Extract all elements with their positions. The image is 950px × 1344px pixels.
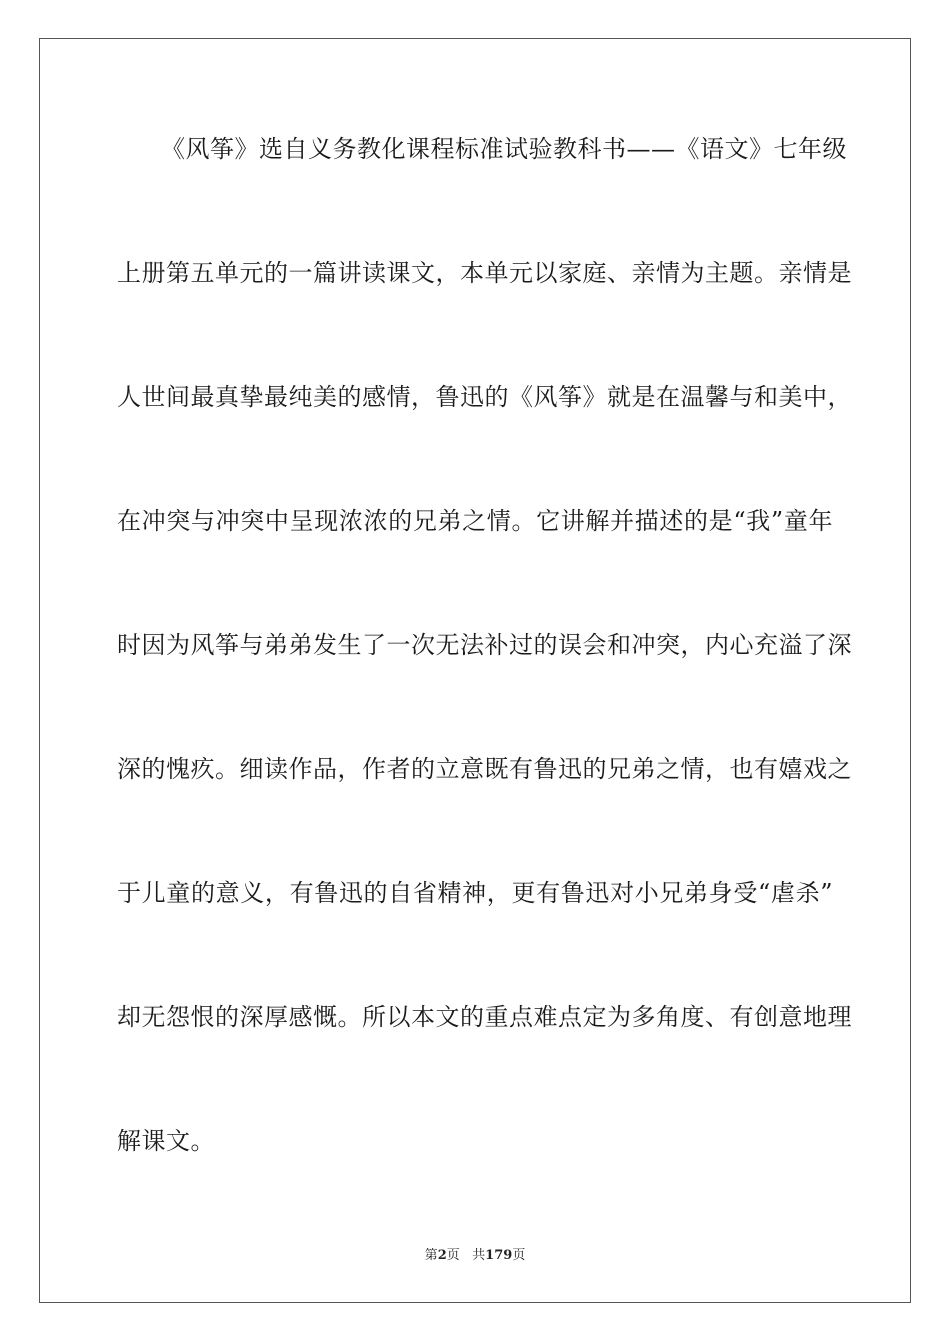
footer-prefix: 第: [424, 1248, 438, 1263]
total-page-count: 179: [485, 1248, 513, 1263]
paragraph-line-4: 在冲突与冲突中呈现浓浓的兄弟之情。它讲解并描述的是“我”童年: [117, 507, 833, 535]
paragraph-line-3: 人世间最真挚最纯美的感情，鲁迅的《风筝》就是在温馨与和美中，: [117, 383, 852, 411]
footer-total-prefix: 共: [472, 1248, 486, 1263]
paragraph-line-9: 解课文。: [117, 1127, 215, 1155]
page-border: [39, 38, 911, 1303]
paragraph-line-2: 上册第五单元的一篇讲读课文，本单元以家庭、亲情为主题。亲情是: [117, 259, 852, 287]
paragraph-line-8: 却无怨恨的深厚感慨。所以本文的重点难点定为多角度、有创意地理: [117, 1003, 852, 1031]
paragraph-line-6: 深的愧疚。细读作品，作者的立意既有鲁迅的兄弟之情，也有嬉戏之: [117, 755, 852, 783]
paragraph-line-7: 于儿童的意义，有鲁迅的自省精神，更有鲁迅对小兄弟身受“虐杀”: [117, 879, 833, 907]
current-page-number: 2: [437, 1248, 447, 1263]
page-footer: [0, 1247, 950, 1265]
footer-page-suffix: 页: [446, 1248, 460, 1263]
paragraph-line-1: 《风筝》选自义务教化课程标准试验教科书——《语文》七年级: [161, 135, 847, 163]
paragraph-line-5: 时因为风筝与弟弟发生了一次无法补过的误会和冲突，内心充溢了深: [117, 631, 852, 659]
footer-total-suffix: 页: [512, 1248, 526, 1263]
